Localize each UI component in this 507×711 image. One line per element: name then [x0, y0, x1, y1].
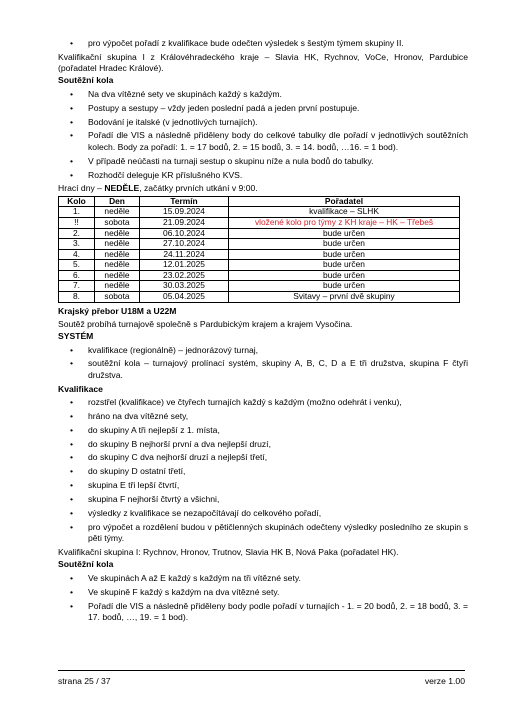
game-day-suffix: , začátky prvních utkání v 9:00.: [139, 183, 258, 194]
list-item: • pro výpočet pořadí z kvalifikace bude odečten výsledek s šestým týmem skupiny II.: [58, 38, 468, 49]
page-number: strana 25 / 37: [58, 676, 111, 686]
column-header-kolo: Kolo: [59, 196, 95, 207]
document-version: verze 1.00: [424, 676, 465, 686]
table-row: [59, 249, 460, 260]
cell-termin: 24.11.2024: [140, 249, 229, 260]
list-item: • skupina F nejhorší čtvrtý a všichni,: [58, 494, 468, 505]
table-row: [59, 207, 460, 218]
list-item: • Ve skupinách A až E každý s každým na tři vítězné sety.: [58, 573, 468, 584]
cell-poradatel: Svitavy – první dvě skupiny: [229, 292, 460, 303]
cell-den: neděle: [95, 239, 140, 250]
list-item: • Postupy a sestupy – vždy jeden poslední padá a jeden první postupuje.: [58, 103, 468, 114]
cell-kolo: 2.: [59, 228, 95, 239]
list-item: • Bodování je italské (v jednotlivých turnajích).: [58, 117, 468, 128]
cell-poradatel: bude určen: [229, 249, 460, 260]
table-row: [59, 239, 460, 250]
cell-termin: 05.04.2025: [140, 292, 229, 303]
cell-den: neděle: [95, 260, 140, 271]
list-item: • Pořadí dle VIS a následně přiděleny body podle pořadí v turnajích - 1. = 20 bodů, 2. = 18 bodů, 3. = 17. bodů, …, 19. = 1 bod).: [58, 601, 468, 624]
list-item: • V případě neúčasti na turnaji sestup o skupinu níže a nula bodů do tabulky.: [58, 156, 468, 167]
column-header-den: Den: [95, 196, 140, 207]
cell-den: neděle: [95, 270, 140, 281]
list-item: • kvalifikace (regionálně) – jednorázový turnaj,: [58, 345, 468, 356]
section-heading-kvalifikace: Kvalifikace: [58, 383, 103, 394]
qualification-group-2: Kvalifikační skupina I: Rychnov, Hronov, Trutnov, Slavia HK B, Nová Paka (pořadatel HK).: [58, 547, 399, 558]
list-item: • pro výpočet a rozdělení budou v pětičlenných skupinách odečteny výsledky posledního ze skupin s pěti týmy.: [58, 522, 468, 545]
u18-intro: Soutěž probíhá turnajově společně s Pardubickým krajem a krajem Vysočina.: [58, 318, 353, 329]
cell-den: neděle: [95, 207, 140, 218]
table-header-row: [59, 196, 460, 207]
list-item: • hráno na dva vítězné sety,: [58, 411, 468, 422]
cell-poradatel: kvalifikace – SLHK: [229, 207, 460, 218]
section-heading-rounds-2: Soutěžní kola: [58, 559, 114, 570]
column-header-poradatel: Pořadatel: [229, 196, 460, 207]
list-item: • skupina E tři lepší čtvrtí,: [58, 480, 468, 491]
cell-den: neděle: [95, 249, 140, 260]
list-item: • do skupiny C dva nejhorší druzí a nejlepší třetí,: [58, 452, 468, 463]
cell-kolo: !!: [59, 217, 95, 228]
cell-termin: 06.10.2024: [140, 228, 229, 239]
document-page: [58, 37, 468, 626]
cell-termin: 30.03.2025: [140, 281, 229, 292]
cell-kolo: 1.: [59, 207, 95, 218]
cell-poradatel: bude určen: [229, 228, 460, 239]
cell-poradatel: bude určen: [229, 270, 460, 281]
list-item: • Ve skupině F každý s každým na dva vítězné sety.: [58, 587, 468, 598]
list-item: • Rozhodčí deleguje KR příslušného KVS.: [58, 170, 468, 181]
cell-kolo: 7.: [59, 281, 95, 292]
cell-den: neděle: [95, 281, 140, 292]
table-row: [59, 260, 460, 271]
section-heading-rounds: Soutěžní kola: [58, 75, 114, 86]
list-item: • do skupiny A tři nejlepší z 1. místa,: [58, 425, 468, 436]
cell-termin: 15.09.2024: [140, 207, 229, 218]
cell-kolo: 3.: [59, 239, 95, 250]
list-item: • soutěžní kola – turnajový prolínací systém, skupiny A, B, C, D a E tři družstva, skupina F čtyři družstva.: [58, 358, 468, 381]
cell-den: sobota: [95, 217, 140, 228]
list-item: • do skupiny D ostatní třetí,: [58, 466, 468, 477]
cell-poradatel: vložené kolo pro týmy z KH kraje – HK – Třebeš: [229, 217, 460, 228]
table-row: [59, 270, 460, 281]
table-row: [59, 228, 460, 239]
cell-poradatel: bude určen: [229, 239, 460, 250]
column-header-termin: Termín: [140, 196, 229, 207]
list-item: • výsledky z kvalifikace se nezapočítávají do celkového pořadí,: [58, 508, 468, 519]
cell-poradatel: bude určen: [229, 281, 460, 292]
page-footer: [58, 670, 465, 686]
game-day-prefix: Hrací dny –: [58, 183, 105, 194]
list-item: • do skupiny B nejhorší první a dva nejlepší druzí,: [58, 439, 468, 450]
cell-kolo: 8.: [59, 292, 95, 303]
qualification-group-text: Kvalifikační skupina I z Královéhradeckého kraje – Slavia HK, Rychnov, VoCe, Hronov, Pardubice (pořadatel Hradec Králové).: [58, 51, 468, 74]
cell-kolo: 6.: [59, 270, 95, 281]
section-heading-system: SYSTÉM: [58, 331, 94, 342]
cell-poradatel: bude určen: [229, 260, 460, 271]
cell-termin: 12.01.2025: [140, 260, 229, 271]
list-item: • rozstřel (kvalifikace) ve čtyřech turnajích každý s každým (možno odehrát i venku),: [58, 397, 468, 408]
list-item: • Na dva vítězné sety ve skupinách každý s každým.: [58, 89, 468, 100]
cell-kolo: 5.: [59, 260, 95, 271]
list-item: • Pořadí dle VIS a následně přiděleny body do celkové tabulky dle pořadí v jednotlivých soutěžních kolech. Body za pořadí: 1. = 17 bodů, 2. = 15 bodů, 3. = 14. bodů, …16. = 1 bod).: [58, 130, 468, 153]
section-heading-u18: Krajský přebor U18M a U22M: [58, 305, 177, 316]
cell-termin: 21.09.2024: [140, 217, 229, 228]
game-day-line: [58, 183, 468, 194]
table-row: [59, 281, 460, 292]
table-row: [59, 292, 460, 303]
schedule-table: [58, 196, 460, 303]
table-row: [59, 217, 460, 228]
game-day-day: NEDĚLE: [104, 183, 140, 194]
cell-den: sobota: [95, 292, 140, 303]
cell-den: neděle: [95, 228, 140, 239]
cell-termin: 23.02.2025: [140, 270, 229, 281]
cell-termin: 27.10.2024: [140, 239, 229, 250]
cell-kolo: 4.: [59, 249, 95, 260]
